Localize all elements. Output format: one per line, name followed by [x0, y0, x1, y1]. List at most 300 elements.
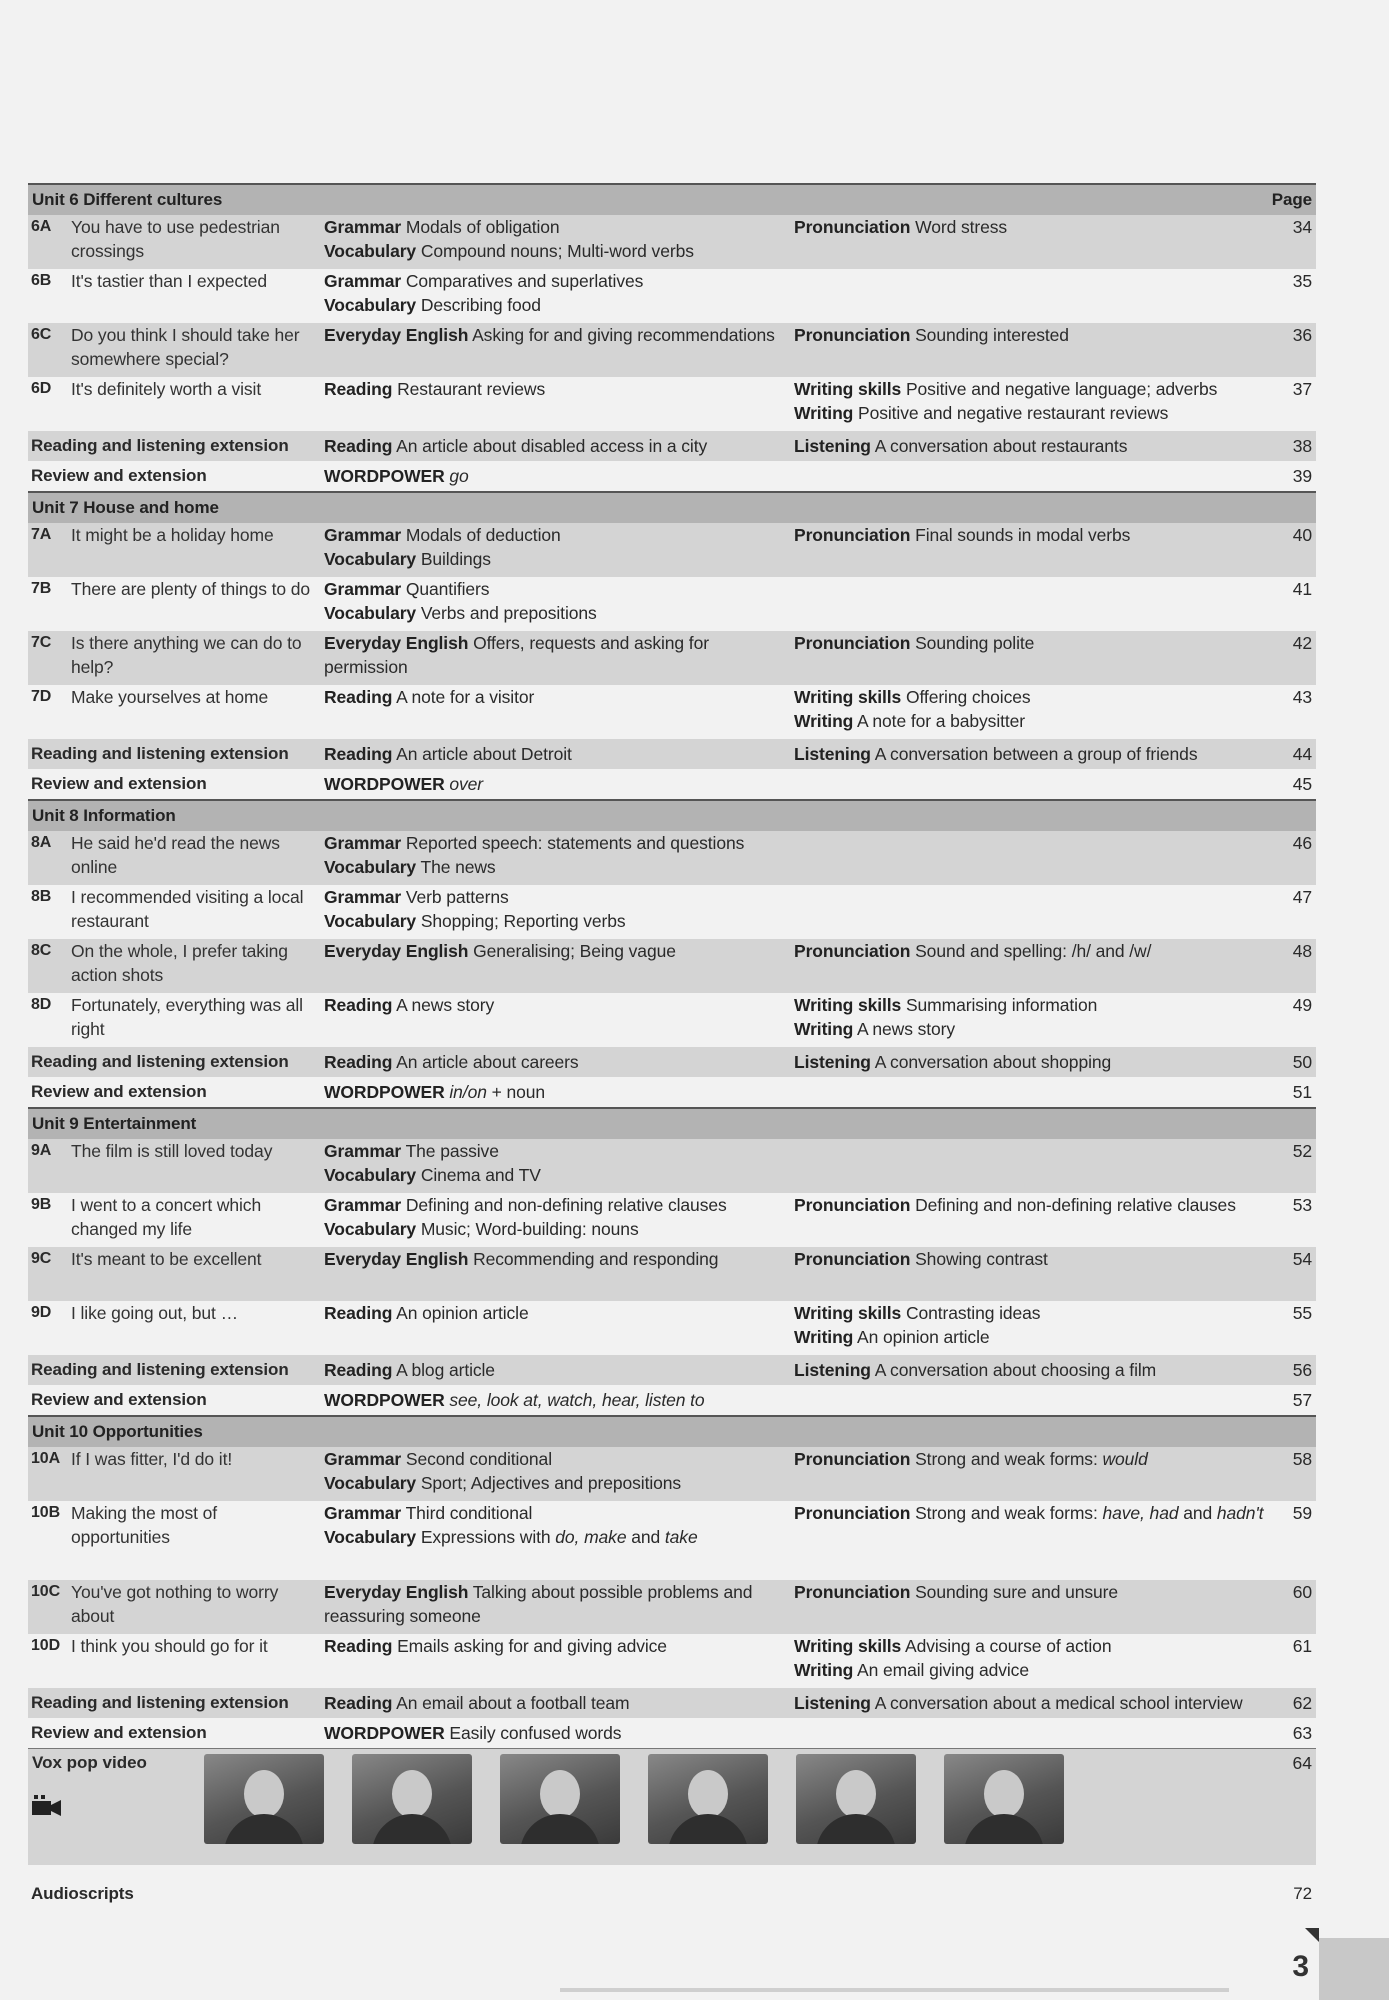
extension-label-cell: [28, 739, 320, 769]
entry-text: A news story: [857, 1019, 956, 1039]
entry-line: [324, 1301, 790, 1325]
person-body: [372, 1814, 452, 1844]
lesson-row: [28, 939, 1316, 993]
entry-text: Comparatives and superlatives: [405, 271, 644, 291]
video-thumbnail[interactable]: [352, 1754, 472, 1844]
entry-line: [324, 1688, 790, 1718]
entry-line: [794, 523, 1268, 547]
entry-label: Writing: [794, 1327, 854, 1347]
lesson-title: I recommended visiting a local restaurant: [71, 887, 304, 931]
entry-label: Listening: [794, 1693, 871, 1713]
entry-line: [794, 377, 1268, 401]
entry-label: Pronunciation: [794, 1449, 911, 1469]
lesson-code: 8D: [31, 996, 52, 1013]
lesson-language-cell: [320, 269, 790, 323]
lesson-language-cell: [320, 885, 790, 939]
wordpower-text: go: [449, 466, 469, 486]
entry-line: [794, 1688, 1268, 1718]
lesson-page: 49: [1292, 995, 1312, 1015]
entry-line: [324, 1447, 790, 1471]
lesson-row: [28, 377, 1316, 431]
entry-label: Writing skills: [794, 687, 902, 707]
wordpower-label: WORDPOWER: [324, 466, 445, 486]
entry-text: An article about disabled access in a city: [396, 436, 708, 456]
lesson-language-cell: [320, 1501, 790, 1580]
entry-line: [324, 909, 790, 933]
lesson-row: [28, 1301, 1316, 1355]
review-label-cell: [28, 1385, 320, 1415]
wordpower-text: over: [449, 774, 484, 794]
review-page: 57: [1292, 1390, 1312, 1410]
review-label-cell: [28, 1718, 320, 1748]
person-body: [224, 1814, 304, 1844]
lesson-code: 10B: [31, 1504, 61, 1521]
lesson-cell: [28, 577, 320, 631]
extension-label: Reading and listening extension: [31, 436, 289, 455]
lesson-language-cell: [320, 1580, 790, 1634]
entry-text: Cinema and TV: [420, 1165, 541, 1185]
audioscripts-row: [28, 1879, 1316, 1909]
lesson-row: [28, 577, 1316, 631]
unit-header: [28, 491, 1316, 523]
lesson-cell: [28, 1447, 320, 1501]
lesson-code: 8C: [31, 942, 52, 959]
lesson-title: It's tastier than I expected: [71, 271, 268, 291]
review-row: [28, 1718, 1316, 1748]
unit-header: [28, 799, 1316, 831]
lesson-language-cell: [320, 939, 790, 993]
lesson-row: [28, 1501, 1316, 1580]
header-spacer: [790, 185, 1268, 215]
entry-line: [794, 401, 1268, 425]
entry-text: Restaurant reviews: [397, 379, 546, 399]
lesson-skills-cell: [790, 631, 1268, 685]
lesson-language-cell: [320, 523, 790, 577]
header-spacer: [790, 801, 1268, 831]
review-label-cell: [28, 769, 320, 799]
entry-label: Vocabulary: [324, 857, 417, 877]
lesson-title: I went to a concert which changed my life: [71, 1195, 262, 1239]
extension-label: Reading and listening extension: [31, 1360, 289, 1379]
lesson-cell: [28, 685, 320, 739]
entry-label: Writing skills: [794, 995, 902, 1015]
entry-line: [794, 1047, 1268, 1077]
lesson-language-cell: [320, 831, 790, 885]
review-spacer: [790, 461, 1268, 491]
extension-label-cell: [28, 1355, 320, 1385]
entry-line: [794, 631, 1268, 655]
entry-label: Grammar: [324, 833, 402, 853]
lesson-skills-cell: [790, 215, 1268, 269]
entry-line: [794, 1325, 1268, 1349]
extension-listening-cell: [790, 1355, 1268, 1385]
lesson-cell: [28, 993, 320, 1047]
entry-text: Buildings: [420, 549, 491, 569]
lesson-cell: [28, 269, 320, 323]
entry-text: Offering choices: [905, 687, 1031, 707]
entry-line: [324, 577, 790, 601]
entry-label: Writing skills: [794, 1636, 902, 1656]
entry-text: Sounding interested: [915, 325, 1069, 345]
entry-text: An opinion article: [396, 1303, 529, 1323]
lesson-skills-cell: [790, 939, 1268, 993]
entry-text: The passive: [405, 1141, 499, 1161]
entry-line: [324, 939, 790, 963]
video-thumbnail[interactable]: [500, 1754, 620, 1844]
entry-line: [324, 1525, 790, 1549]
entry-label: Pronunciation: [794, 1503, 911, 1523]
entry-label: Grammar: [324, 1141, 402, 1161]
entry-line: [324, 269, 790, 293]
review-label-cell: [28, 1077, 320, 1107]
entry-line: [794, 993, 1268, 1017]
entry-text: A conversation about choosing a film: [874, 1360, 1157, 1380]
lesson-code: 7A: [31, 526, 52, 543]
entry-text: A conversation between a group of friends: [874, 744, 1198, 764]
lesson-language-cell: [320, 1634, 790, 1688]
entry-text: Advising a course of action: [905, 1636, 1112, 1656]
lesson-cell: [28, 1634, 320, 1688]
entry-label: Vocabulary: [324, 603, 417, 623]
entry-text: Sound and spelling: /h/ and /w/: [915, 941, 1152, 961]
entry-label: Writing skills: [794, 1303, 902, 1323]
wordpower-suffix: + noun: [486, 1082, 546, 1102]
entry-label: Everyday English: [324, 1582, 469, 1602]
lesson-title: Is there anything we can do to help?: [71, 633, 302, 677]
lesson-page: 48: [1292, 941, 1312, 961]
video-thumbnail[interactable]: [648, 1754, 768, 1844]
lesson-skills-cell: [790, 269, 1268, 323]
lesson-title: You have to use pedestrian crossings: [71, 217, 280, 261]
entry-line: [794, 739, 1268, 769]
lesson-page: 43: [1292, 687, 1312, 707]
lesson-code: 6D: [31, 380, 52, 397]
entry-line: [794, 215, 1268, 239]
review-label-cell: [28, 461, 320, 491]
lesson-skills-cell: [790, 323, 1268, 377]
lesson-title: He said he'd read the news online: [71, 833, 280, 877]
lesson-skills-cell: [790, 377, 1268, 431]
entry-label: Reading: [324, 1693, 393, 1713]
entry-text: A news story: [396, 995, 495, 1015]
entry-label: Grammar: [324, 579, 402, 599]
entry-text: Third conditional: [405, 1503, 533, 1523]
page-column-label: [1268, 493, 1316, 523]
unit-title: Unit 8 Information: [32, 806, 176, 825]
lesson-skills-cell: [790, 1447, 1268, 1501]
entry-label: Vocabulary: [324, 1219, 417, 1239]
unit-title: Unit 9 Entertainment: [32, 1114, 197, 1133]
page-column-label: [1268, 1417, 1316, 1447]
unit-title: Unit 10 Opportunities: [32, 1422, 203, 1441]
lesson-language-cell: [320, 323, 790, 377]
entry-label: Reading: [324, 1052, 393, 1072]
entry-text: Generalising; Being vague: [473, 941, 676, 961]
lesson-page: 35: [1292, 271, 1312, 291]
lesson-title: The film is still loved today: [71, 1141, 273, 1161]
lesson-page: 40: [1292, 525, 1312, 545]
lesson-page: 58: [1292, 1449, 1312, 1469]
entry-text: An email about a football team: [396, 1693, 630, 1713]
lesson-code: 10C: [31, 1583, 61, 1600]
wordpower-cell: [320, 1077, 790, 1107]
lesson-skills-cell: [790, 1501, 1268, 1580]
footer-line: [560, 1988, 1229, 1992]
entry-line: [794, 1634, 1268, 1658]
entry-label: Reading: [324, 995, 393, 1015]
entry-text: and: [626, 1527, 665, 1547]
review-spacer: [790, 769, 1268, 799]
extension-row: [28, 739, 1316, 769]
lesson-code: 10A: [31, 1450, 61, 1467]
entry-line: [324, 993, 790, 1017]
entry-label: Vocabulary: [324, 1527, 417, 1547]
extension-page: 62: [1292, 1693, 1312, 1713]
lesson-cell: [28, 885, 320, 939]
review-page: 39: [1292, 466, 1312, 486]
lesson-row: [28, 1247, 1316, 1301]
person-body: [816, 1814, 896, 1844]
entry-text: Positive and negative language; adverbs: [905, 379, 1218, 399]
entry-text: A note for a visitor: [396, 687, 535, 707]
entry-line: [324, 293, 790, 317]
unit-title: Unit 7 House and home: [32, 498, 219, 517]
header-spacer: [320, 1417, 790, 1447]
header-spacer: [790, 493, 1268, 523]
entry-line: [794, 1658, 1268, 1682]
lesson-title: There are plenty of things to do: [71, 579, 311, 599]
entry-label: Grammar: [324, 217, 402, 237]
lesson-language-cell: [320, 377, 790, 431]
video-thumbnail[interactable]: [796, 1754, 916, 1844]
lesson-page: 59: [1292, 1503, 1312, 1523]
lesson-skills-cell: [790, 1247, 1268, 1301]
header-spacer: [320, 185, 790, 215]
entry-label: Listening: [794, 1052, 871, 1072]
lesson-language-cell: [320, 631, 790, 685]
vox-pop-page: 64: [1292, 1753, 1312, 1773]
entry-line: [324, 1163, 790, 1187]
entry-label: Listening: [794, 436, 871, 456]
vox-pop-label: Vox pop video: [32, 1753, 147, 1772]
entry-text: A conversation about restaurants: [874, 436, 1128, 456]
entry-line: [324, 523, 790, 547]
entry-text: Showing contrast: [915, 1249, 1048, 1269]
entry-text: The news: [420, 857, 496, 877]
extension-label: Reading and listening extension: [31, 1052, 289, 1071]
unit-header: [28, 1107, 1316, 1139]
lesson-title: I like going out, but …: [71, 1303, 238, 1323]
entry-line: [324, 855, 790, 879]
entry-label: Vocabulary: [324, 241, 417, 261]
table-of-contents: [28, 183, 1316, 1909]
review-label: Review and extension: [31, 1082, 207, 1101]
lesson-skills-cell: [790, 1301, 1268, 1355]
lesson-language-cell: [320, 1139, 790, 1193]
entry-label: Writing: [794, 1019, 854, 1039]
entry-line: [324, 601, 790, 625]
entry-text: and: [1178, 1503, 1217, 1523]
wordpower-text: in/on: [449, 1082, 487, 1102]
review-spacer: [790, 1385, 1268, 1415]
unit-header: [28, 1415, 1316, 1447]
entry-label: Reading: [324, 379, 393, 399]
person-body: [668, 1814, 748, 1844]
entry-label: Everyday English: [324, 633, 469, 653]
entry-line: [324, 239, 790, 263]
wordpower-label: WORDPOWER: [324, 1390, 445, 1410]
entry-label: Reading: [324, 1303, 393, 1323]
lesson-title: You've got nothing to worry about: [71, 1582, 279, 1626]
lesson-row: [28, 215, 1316, 269]
entry-line: [794, 1447, 1268, 1471]
lesson-skills-cell: [790, 577, 1268, 631]
review-page: 45: [1292, 774, 1312, 794]
entry-label: Grammar: [324, 1449, 402, 1469]
wordpower-label: WORDPOWER: [324, 1723, 445, 1743]
lesson-page: 47: [1292, 887, 1312, 907]
person-head: [688, 1770, 728, 1818]
entry-text: Sport; Adjectives and prepositions: [420, 1473, 682, 1493]
entry-text: A blog article: [396, 1360, 495, 1380]
extension-reading-cell: [320, 1688, 790, 1718]
entry-label: Pronunciation: [794, 1249, 911, 1269]
entry-label: Grammar: [324, 271, 402, 291]
lesson-page: 41: [1292, 579, 1312, 599]
lesson-row: [28, 685, 1316, 739]
lesson-row: [28, 831, 1316, 885]
lesson-code: 8A: [31, 834, 52, 851]
entry-text: Reported speech: statements and questions: [405, 833, 745, 853]
lesson-cell: [28, 1247, 320, 1301]
video-thumbnail[interactable]: [944, 1754, 1064, 1844]
extension-page: 56: [1292, 1360, 1312, 1380]
entry-line: [794, 1247, 1268, 1271]
lesson-code: 7C: [31, 634, 52, 651]
entry-label: Pronunciation: [794, 1195, 911, 1215]
entry-text: Word stress: [915, 217, 1008, 237]
entry-text: Defining and non-defining relative clauses: [405, 1195, 727, 1215]
entry-label: Writing: [794, 711, 854, 731]
lesson-code: 9D: [31, 1304, 52, 1321]
lesson-title: Do you think I should take her somewhere special?: [71, 325, 300, 369]
entry-label: Writing: [794, 403, 854, 423]
lesson-cell: [28, 1501, 320, 1580]
entry-label: Pronunciation: [794, 217, 911, 237]
entry-line: [794, 685, 1268, 709]
lesson-language-cell: [320, 685, 790, 739]
extension-row: [28, 1355, 1316, 1385]
unit-title: Unit 6 Different cultures: [32, 190, 223, 209]
entry-text: Final sounds in modal verbs: [915, 525, 1131, 545]
entry-text: Positive and negative restaurant reviews: [858, 403, 1169, 423]
entry-text: Talking about possible problems and reassuring someone: [324, 1582, 753, 1626]
lesson-row: [28, 323, 1316, 377]
lesson-code: 9B: [31, 1196, 52, 1213]
entry-line: [324, 1580, 790, 1628]
lesson-title: Making the most of opportunities: [71, 1503, 218, 1547]
lesson-code: 9C: [31, 1250, 52, 1267]
entry-text: Modals of deduction: [405, 525, 561, 545]
entry-label: Pronunciation: [794, 325, 911, 345]
audio-spacer: [320, 1879, 790, 1909]
entry-line: [324, 885, 790, 909]
lesson-page: 54: [1292, 1249, 1312, 1269]
entry-text: Modals of obligation: [405, 217, 560, 237]
entry-label: Writing skills: [794, 379, 902, 399]
lesson-title: Make yourselves at home: [71, 687, 269, 707]
entry-line: [324, 1193, 790, 1217]
entry-label: Pronunciation: [794, 633, 911, 653]
vox-pop-row: [28, 1748, 1316, 1865]
wordpower-text: see, look at, watch, hear, listen to: [449, 1390, 705, 1410]
entry-text: Recommending and responding: [473, 1249, 719, 1269]
lesson-row: [28, 1634, 1316, 1688]
audioscripts-page: 72: [1293, 1884, 1312, 1903]
entry-text: A note for a babysitter: [857, 711, 1025, 731]
entry-label: Reading: [324, 1636, 393, 1656]
entry-label: Grammar: [324, 525, 402, 545]
lesson-code: 6A: [31, 218, 52, 235]
entry-text: Summarising information: [905, 995, 1098, 1015]
entry-label: Vocabulary: [324, 911, 417, 931]
lesson-row: [28, 631, 1316, 685]
lesson-title: If I was fitter, I'd do it!: [71, 1449, 233, 1469]
lesson-title: It's meant to be excellent: [71, 1249, 262, 1269]
lesson-page: 55: [1292, 1303, 1312, 1323]
entry-label: Pronunciation: [794, 1582, 911, 1602]
extension-page: 44: [1292, 744, 1312, 764]
entry-text: An email giving advice: [857, 1660, 1029, 1680]
person-body: [520, 1814, 600, 1844]
lesson-code: 10D: [31, 1637, 61, 1654]
entry-line: [794, 431, 1268, 461]
entry-line: [324, 631, 790, 679]
entry-text: Contrasting ideas: [905, 1303, 1041, 1323]
lesson-cell: [28, 523, 320, 577]
extension-label-cell: [28, 1047, 320, 1077]
entry-text: Sounding sure and unsure: [915, 1582, 1119, 1602]
person-head: [540, 1770, 580, 1818]
entry-line: [794, 1301, 1268, 1325]
lesson-code: 9A: [31, 1142, 52, 1159]
lesson-skills-cell: [790, 523, 1268, 577]
wordpower-cell: [320, 461, 790, 491]
entry-line: [324, 1217, 790, 1241]
lesson-row: [28, 1139, 1316, 1193]
review-label: Review and extension: [31, 1390, 207, 1409]
entry-line: [794, 1193, 1268, 1217]
extension-row: [28, 1688, 1316, 1718]
lesson-page: 42: [1292, 633, 1312, 653]
lesson-row: [28, 523, 1316, 577]
lesson-page: 46: [1292, 833, 1312, 853]
lesson-cell: [28, 323, 320, 377]
lesson-page: 61: [1292, 1636, 1312, 1656]
video-thumbnail[interactable]: [204, 1754, 324, 1844]
person-head: [244, 1770, 284, 1818]
extension-row: [28, 431, 1316, 461]
page-column-label: Page: [1271, 190, 1312, 209]
audioscripts-label: Audioscripts: [31, 1884, 134, 1903]
lesson-page: 34: [1292, 217, 1312, 237]
header-spacer: [320, 801, 790, 831]
lesson-cell: [28, 377, 320, 431]
wordpower-label: WORDPOWER: [324, 1082, 445, 1102]
entry-text: An opinion article: [857, 1327, 990, 1347]
entry-label: Everyday English: [324, 941, 469, 961]
extension-label: Reading and listening extension: [31, 1693, 289, 1712]
